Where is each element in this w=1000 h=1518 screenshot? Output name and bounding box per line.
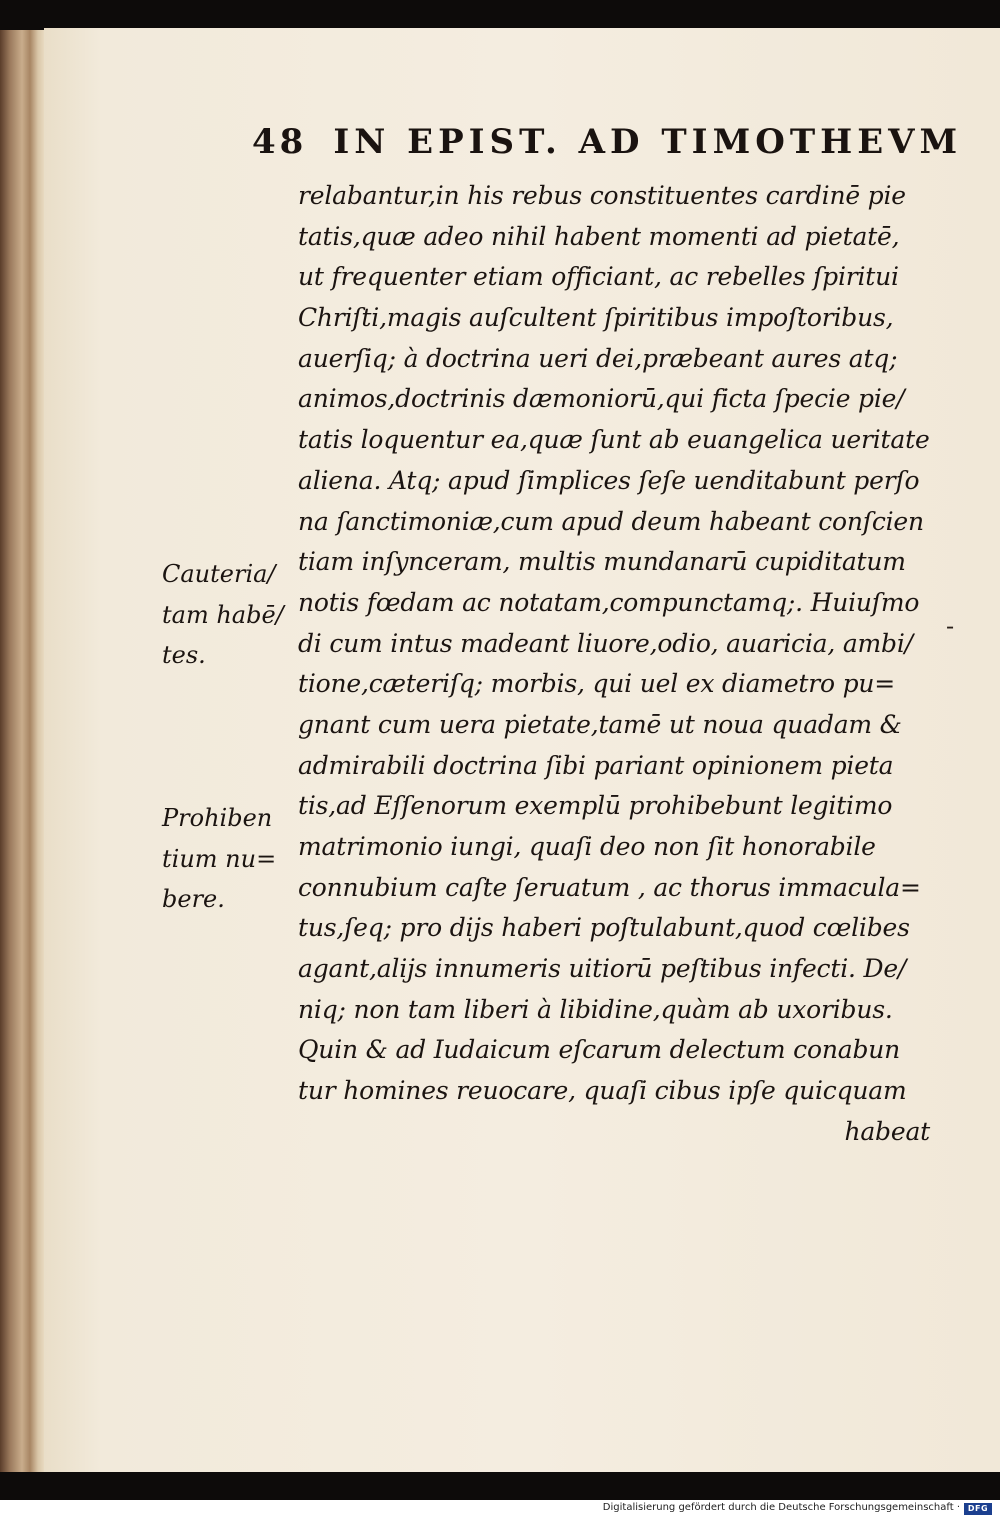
marginal-note-prohibentium: [162, 798, 302, 920]
text-line: agant,alijs innumeris uitiorū peſtibus infecti. De/: [298, 954, 907, 984]
text-line: admirabili doctrina ſibi pariant opinionem pieta: [298, 750, 894, 780]
text-line: di cum intus madeant liuore,odio, auaricia, ambi/: [298, 628, 913, 658]
text-line: gnant cum uera pietate,tamē ut noua quadam &: [298, 709, 902, 739]
marginal-note-cauteria: [162, 554, 302, 676]
text-line: Quin & ad Iudaicum eſcarum delectum conabun: [298, 1035, 901, 1065]
text-line: notis fœdam ac notatam,compunctamq;. Huiuſmo: [298, 587, 920, 617]
text-line: tis,ad Eſſenorum exemplū prohibebunt legitimo: [298, 791, 893, 821]
marginal-line: Prohiben: [162, 804, 273, 832]
text-line: tus,ſeq; pro dijs haberi poſtulabunt,quod cœlibes: [298, 913, 910, 943]
hyphen-mark: -: [946, 612, 955, 640]
text-line: tatis loquentur ea,quæ ſunt ab euangelica ueritate: [298, 425, 930, 455]
book-page-edges: [0, 30, 46, 1472]
text-line: na ſanctimoniæ,cum apud deum habeant conſcien: [298, 506, 924, 536]
text-line: ut frequenter etiam officiant, ac rebelles ſpiritui: [298, 262, 899, 292]
marginal-line: tium nu=: [162, 844, 277, 873]
marginal-line: tam habē/: [162, 600, 284, 629]
text-line: matrimonio iungi, quaſi deo non ſit honorabile: [298, 832, 876, 861]
running-head: IN EPIST. AD TIMOTHEVM: [333, 122, 963, 162]
footer-credit: Digitalisierung gefördert durch die Deutsche Forschungsgemeinschaft ·: [602, 1502, 960, 1513]
catchword: habeat: [844, 1116, 930, 1146]
dfg-logo-icon: DFG: [964, 1503, 992, 1515]
page-header: [252, 118, 963, 166]
text-line: tur homines reuocare, quaſi cibus ipſe quicquam: [298, 1076, 907, 1106]
text-line: aliena. Atq; apud ſimplices ſeſe uenditabunt perſo: [298, 465, 920, 495]
text-line: animos,doctrinis dæmoniorū,qui ficta ſpecie pie/: [298, 384, 905, 414]
footer-bar: [0, 1500, 1000, 1518]
marginal-line: bere.: [162, 885, 225, 914]
body-text: [298, 176, 948, 1153]
marginal-line: Cauteria/: [162, 560, 276, 588]
text-line: Chriſti,magis auſcultent ſpiritibus impoſtoribus,: [298, 303, 894, 333]
marginal-line: tes.: [162, 641, 206, 670]
text-line: tione,cæteriſq; morbis, qui uel ex diametro pu=: [298, 669, 896, 699]
page-number: 48: [252, 122, 308, 162]
text-line: tiam inſynceram, multis mundanarū cupiditatum: [298, 547, 906, 577]
text-line: relabantur,in his rebus constituentes cardinē pie: [298, 181, 906, 210]
text-line: niq; non tam liberi à libidine,quàm ab uxoribus.: [298, 994, 893, 1024]
text-line: auerſiq; à doctrina ueri dei,præbeant aures atq;: [298, 343, 898, 373]
text-line: connubium caſte ſeruatum , ac thorus immacula=: [298, 872, 921, 902]
text-line: tatis,quæ adeo nihil habent momenti ad pietatē,: [298, 221, 900, 251]
